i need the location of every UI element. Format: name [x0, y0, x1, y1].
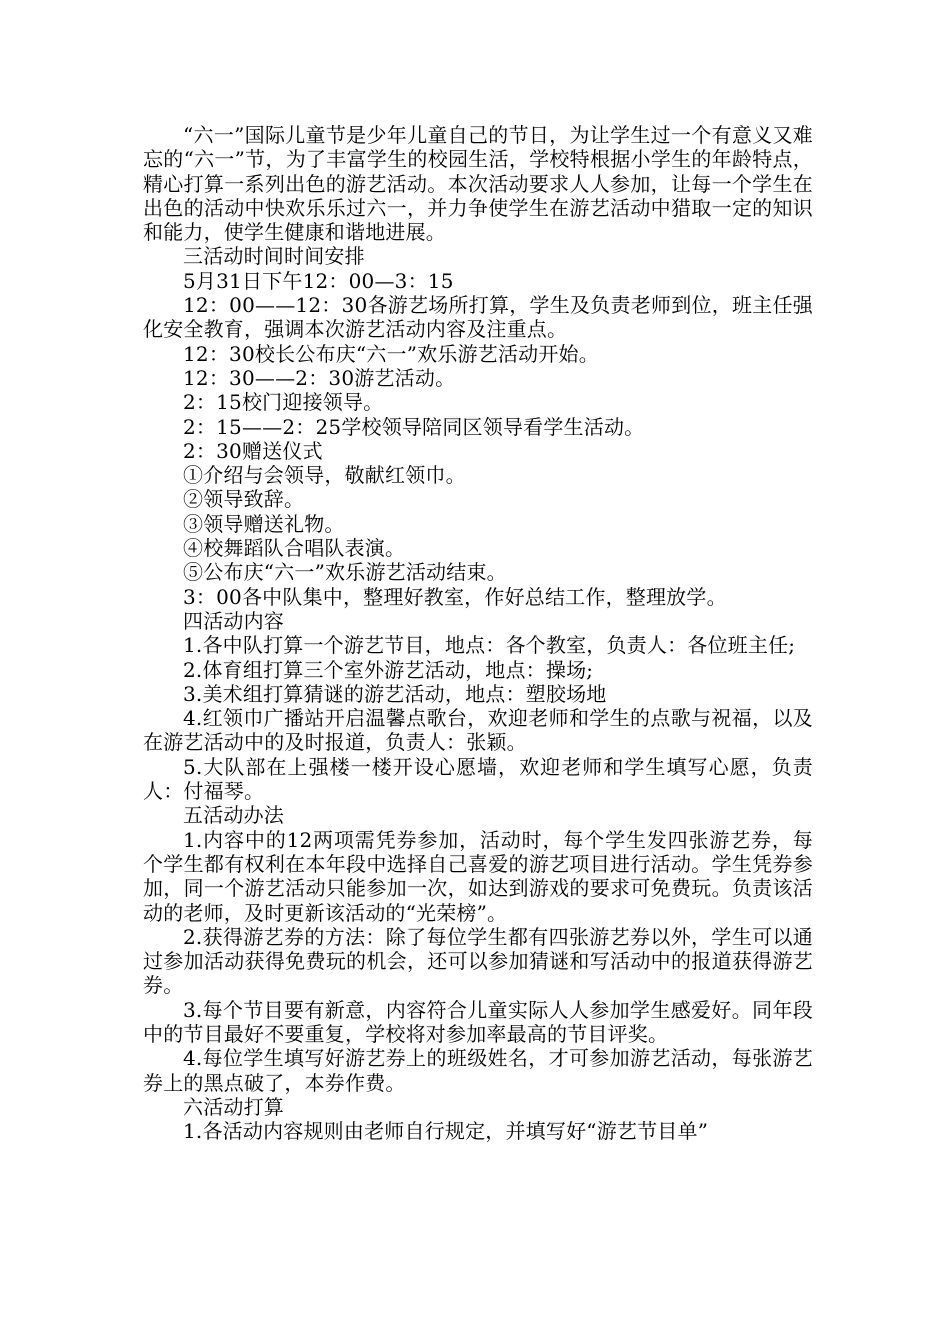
- preparation-item: 1.各活动内容规则由老师自行规定，并填写好“游艺节目单”: [183, 1119, 709, 1144]
- ceremony-step: ②领导致辞。: [183, 487, 305, 512]
- ceremony-step: ④校舞蹈队合唱队表演。: [183, 536, 406, 561]
- schedule-item: 3：00各中队集中，整理好教室，作好总结工作，整理放学。: [183, 584, 727, 609]
- schedule-item: 2：15——2：25学校领导陪同区领导看学生活动。: [183, 414, 645, 439]
- intro-paragraph: “六一”国际儿童节是少年儿童自己的节日，为让学生过一个有意义又难忘的“六一”节，为了丰富学生的校园生活，学校特根据小学生的年龄特点，精心打算一系列出色的游艺活动。本次活动要求人人参加，让每一个学生在出色的活动中快欢乐乐过六一，并力争使学生在游艺活动中猎取一定的知识和能力，使学生健康和谐地进展。: [143, 123, 813, 245]
- method-item: 1.内容中的12两项需凭券参加，活动时，每个学生发四张游艺券，每个学生都有权利在本年段中选择自己喜爱的游艺项目进行活动。学生凭券参加，同一个游艺活动只能参加一次，如达到游戏的要求可免费玩。负责该活动的老师，及时更新该活动的“光荣榜”。: [143, 827, 813, 925]
- method-item: 4.每位学生填写好游艺券上的班级姓名，才可参加游艺活动，每张游艺券上的黑点破了，本券作费。: [143, 1046, 813, 1095]
- document-body: [143, 123, 813, 1143]
- schedule-item: 2：15校门迎接领导。: [183, 390, 384, 415]
- schedule-item: 12：00——12：30各游艺场所打算，学生及负责老师到位，班主任强化安全教育，强调本次游艺活动内容及注重点。: [143, 293, 813, 342]
- content-item: 1.各中队打算一个游艺节目，地点：各个教室，负责人：各位班主任;: [183, 633, 796, 658]
- ceremony-step: ①介绍与会领导，敬献红领巾。: [183, 463, 466, 488]
- content-item: 4.红领巾广播站开启温馨点歌台，欢迎老师和学生的点歌与祝福，以及在游艺活动中的及时报道，负责人：张颖。: [143, 706, 813, 755]
- content-item: 5.大队部在上强楼一楼开设心愿墙，欢迎老师和学生填写心愿，负责人：付福琴。: [143, 754, 813, 804]
- section-heading-preparation: 六活动打算: [183, 1094, 284, 1119]
- ceremony-step: ⑤公布庆“六一”欢乐游艺活动结束。: [183, 560, 507, 585]
- section-heading-content: 四活动内容: [183, 608, 284, 633]
- content-item: 2.体育组打算三个室外游艺活动，地点：操场;: [183, 657, 594, 682]
- section-heading-method: 五活动办法: [183, 803, 284, 828]
- ceremony-step: ③领导赠送礼物。: [183, 511, 345, 536]
- schedule-item: 12：30校长公布庆“六一”欢乐游艺活动开始。: [183, 341, 599, 366]
- schedule-item: 2：30赠送仪式: [183, 438, 323, 463]
- schedule-item: 12：30——2：30游艺活动。: [183, 365, 456, 390]
- content-item: 3.美术组打算猜谜的游艺活动，地点：塑胶场地: [183, 681, 607, 706]
- method-item: 2.获得游艺券的方法：除了每位学生都有四张游艺券以外，学生可以通过参加活动获得免费玩的机会，还可以参加猜谜和写活动中的报道获得游艺券。: [143, 924, 813, 998]
- section-heading-schedule: 三活动时间时间安排: [183, 244, 365, 269]
- method-item: 3.每个节目要有新意，内容符合儿童实际人人参加学生感爱好。同年段中的节目最好不要重复，学校将对参加率最高的节目评奖。: [143, 997, 813, 1046]
- schedule-date: 5月31日下午12：00—3：15: [183, 268, 454, 293]
